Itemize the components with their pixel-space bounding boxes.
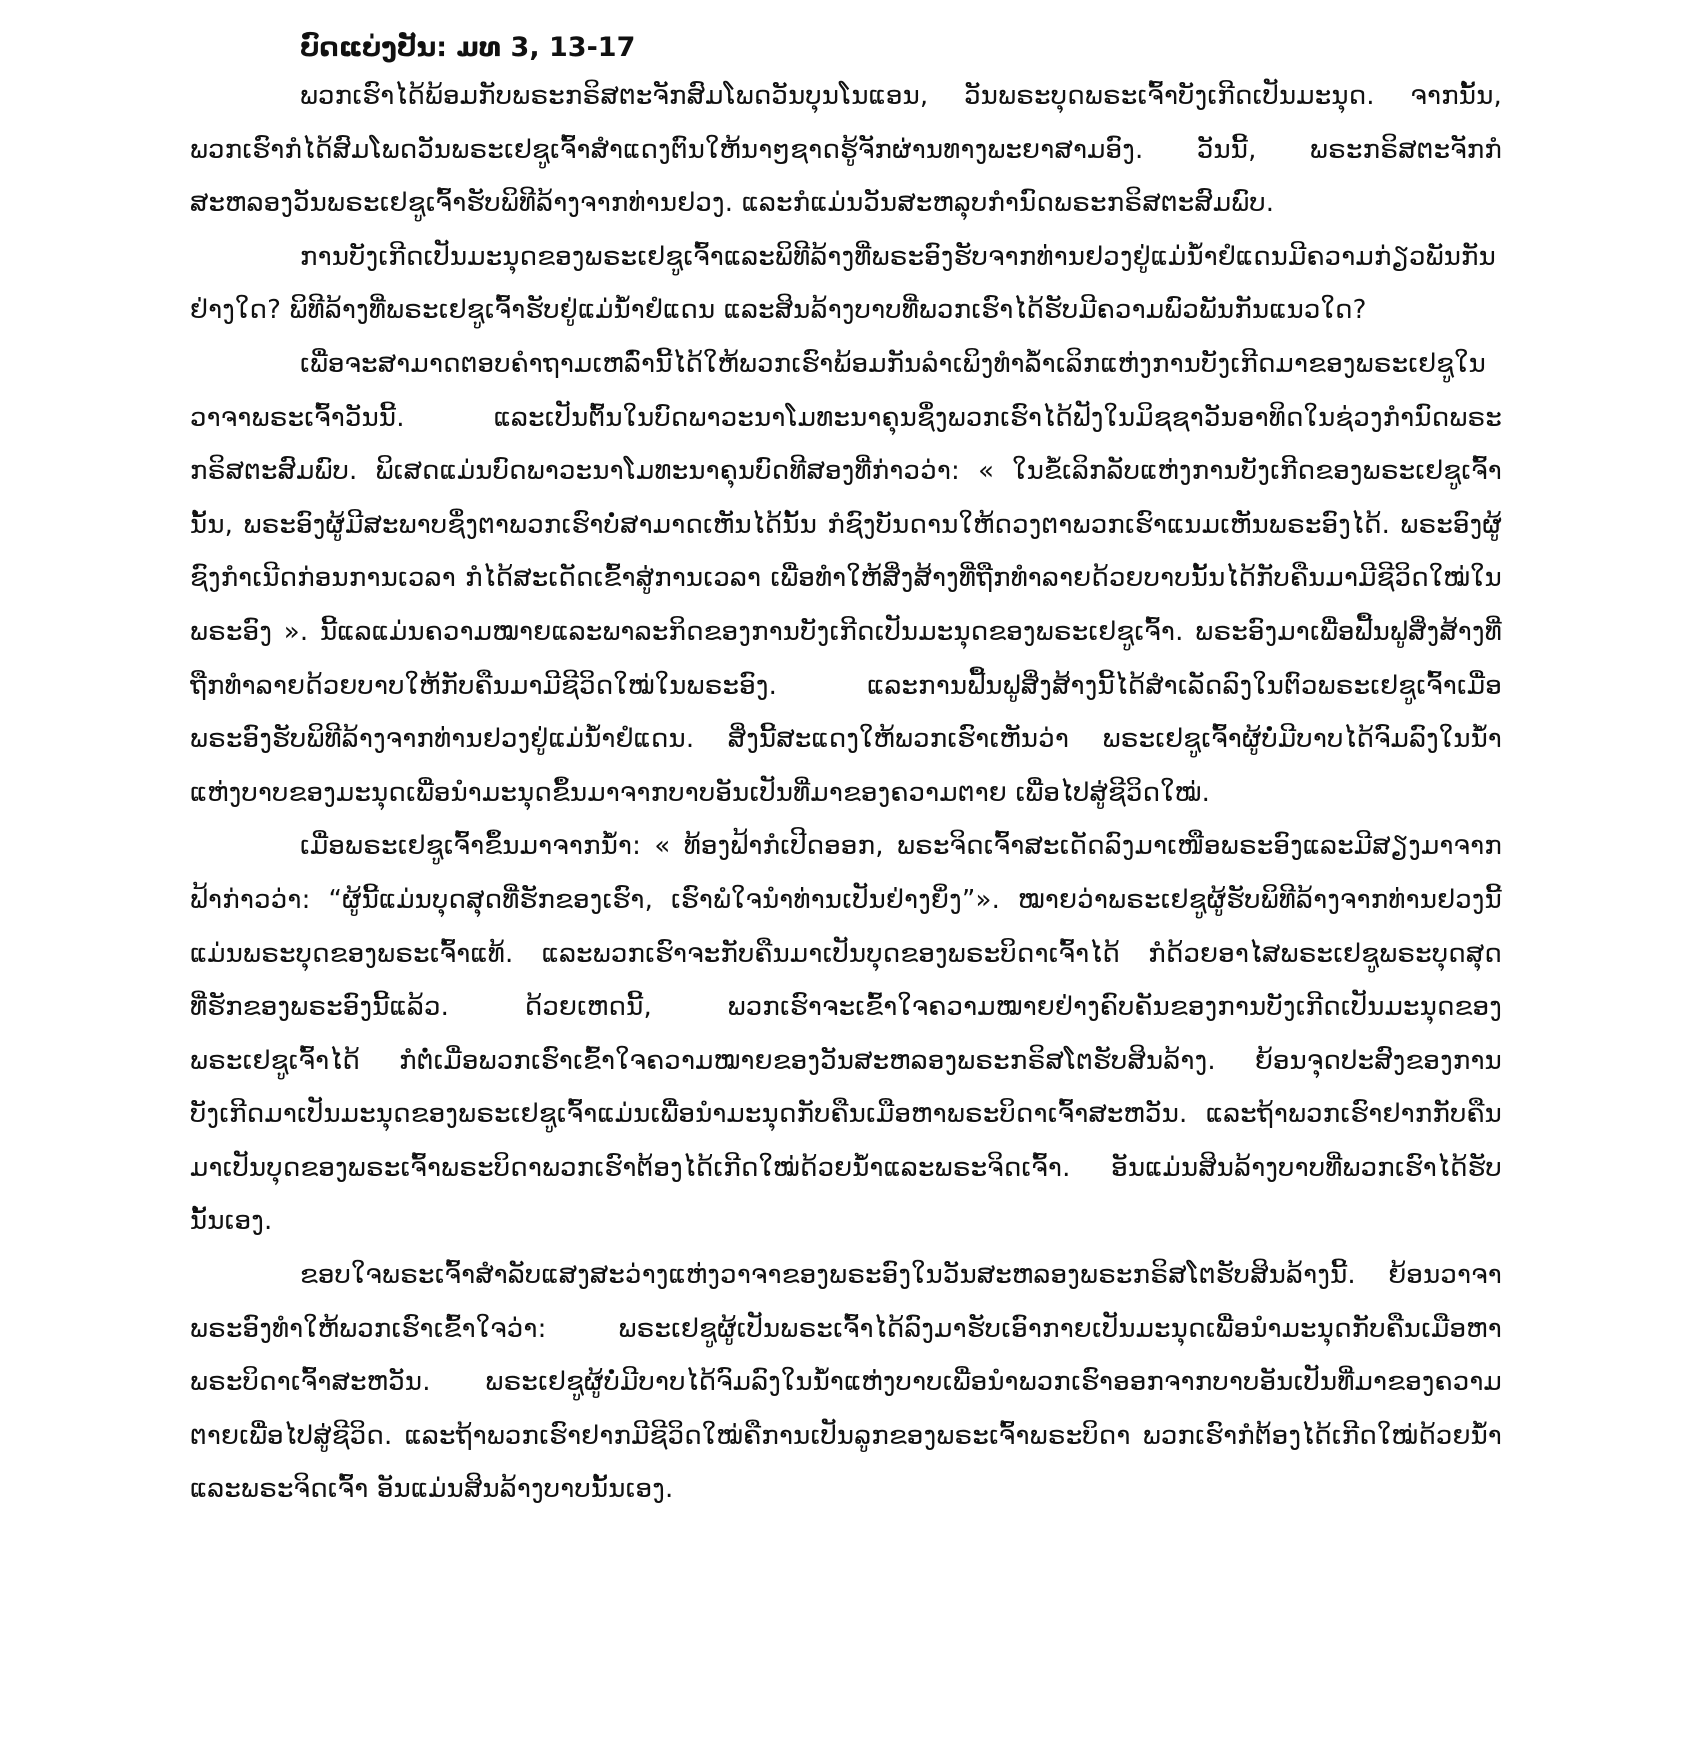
paragraph: ການບັງເກີດເປັນມະນຸດຂອງພຣະເຢຊູເຈົ້າແລະພິທີລ້າງທີ່ພຣະອົງຮັບຈາກທ່ານຢວງຢູ່ແມ່ນ້ຳຢໍແດນມີຄວາມກ່ຽວພັນກັນຢ່າງໃດ? ພິທີລ້າງທີ່ພຣະເຢຊູເຈົ້າຮັບຢູ່ແມ່ນ້ຳຢໍແດນ ແລະສິນລ້າງບາບທີ່ພວກເຮົາໄດ້ຮັບມີຄວາມພົວພັນກັນແນວໃດ? (190, 241, 1497, 326)
paragraph: ເພື່ອຈະສາມາດຕອບຄຳຖາມເຫລົ່ານີ້ໄດ້ໃຫ້ພວກເຮົາພ້ອມກັນລຳເພິງທຳລ້ຳເລິກແຫ່ງການບັງເກີດມາຂອງພຣະເຢຊູໃນວາຈາພຣະເຈົ້າວັນນີ້. ແລະເປັນຕົ້ນໃນບົດພາວະນາໂມທະນາຄຸນຊຶ່ງພວກເຮົາໄດ້ຟັງໃນມິຊຊາວັນອາທິດໃນຊ່ວງກຳນົດພຣະກຣິສຕະສົມພົບ. ພິເສດແມ່ນບົດພາວະນາໂມທະນາຄຸນບົດທີສອງທີ່ກ່າວວ່າ: « ໃນຂໍ້ເລິກລັບແຫ່ງການບັງເກີດຂອງພຣະເຢຊູເຈົ້ານັ້ນ, ພຣະອົງຜູ້ມີສະພາບຊຶ່ງຕາພວກເຮົາບໍ່ສາມາດເຫັນໄດ້ນັ້ນ ກໍຊົງບັນດານໃຫ້ດວງຕາພວກເຮົາແນມເຫັນພຣະອົງໄດ້. ພຣະອົງຜູ້ຊົງກຳເນີດກ່ອນການເວລາ ກໍໄດ້ສະເດັດເຂົ້າສູ່ການເວລາ ເພື່ອທຳໃຫ້ສິ່ງສ້າງທີ່ຖືກທຳລາຍດ້ວຍບາບນັ້ນໄດ້ກັບຄືນມາມີຊີວິດໃໝ່ໃນພຣະອົງ ». ນີ້ແລແມ່ນຄວາມໝາຍແລະພາລະກິດຂອງການບັງເກີດເປັນມະນຸດຂອງພຣະເຢຊູເຈົ້າ. ພຣະອົງມາເພື່ອຟື້ນຟູສິ່ງສ້າງທີ່ຖືກທຳລາຍດ້ວຍບາບໃຫ້ກັບຄືນມາມີຊີວິດໃໝ່ໃນພຣະອົງ. ແລະການຟື້ນຟູສິ່ງສ້າງນີ້ໄດ້ສຳເລັດລົງໃນຕົວພຣະເຢຊູເຈົ້າເມື່ອພຣະອົງຮັບພິທີລ້າງຈາກທ່ານຢວງຢູ່ແມ່ນ້ຳຢໍແດນ. ສິ່ງນີ້ສະແດງໃຫ້ພວກເຮົາເຫັນວ່າ ພຣະເຢຊູເຈົ້າຜູ້ບໍ່ມີບາບໄດ້ຈົມລົງໃນນ້ຳແຫ່ງບາບຂອງມະນຸດເພື່ອນຳມະນຸດຂຶ້ນມາຈາກບາບອັນເປັນທີ່ມາຂອງຄວາມຕາຍ ເພື່ອໄປສູ່ຊີວິດໃໝ່. (190, 348, 1502, 808)
paragraph: ພວກເຮົາໄດ້ພ້ອມກັບພຣະກຣິສຕະຈັກສົມໂພດວັນບຸນໂນແອນ, ວັນພຣະບຸດພຣະເຈົ້າບັງເກີດເປັນມະນຸດ. ຈາກນັ້ນ, ພວກເຮົາກໍໄດ້ສົມໂພດວັນພຣະເຢຊູເຈົ້າສຳແດງຕົນໃຫ້ນາໆຊາດຮູ້ຈັກຜ່ານທາງພະຍາສາມອົງ. ວັນນີ້, ພຣະກຣິສຕະຈັກກໍສະຫລອງວັນພຣະເຢຊູເຈົ້າຮັບພິທີລ້າງຈາກທ່ານຢວງ. ແລະກໍແມ່ນວັນສະຫລຸບກຳນົດພຣະກຣິສຕະສົມພົບ. (190, 81, 1502, 219)
document-heading: ບົດແບ່ງປັນ: ມທ 3, 13-17 (300, 32, 636, 63)
paragraph: ຂອບໃຈພຣະເຈົ້າສຳລັບແສງສະວ່າງແຫ່ງວາຈາຂອງພຣະອົງໃນວັນສະຫລອງພຣະກຣິສໂຕຮັບສິນລ້າງນີ້. ຍ້ອນວາຈາພຣະອົງທຳໃຫ້ພວກເຮົາເຂົ້າໃຈວ່າ: ພຣະເຢຊູຜູ້ເປັນພຣະເຈົ້າໄດ້ລົງມາຮັບເອົາກາຍເປັນມະນຸດເພື່ອນຳມະນຸດກັບຄືນເມືອຫາພຣະບິດາເຈົ້າສະຫວັນ. ພຣະເຢຊູຜູ້ບໍ່ມີບາບໄດ້ຈົມລົງໃນນ້ຳແຫ່ງບາບເພື່ອນຳພວກເຮົາອອກຈາກບາບອັນເປັນທີ່ມາຂອງຄວາມຕາຍເພື່ອໄປສູ່ຊີວິດ. ແລະຖ້າພວກເຮົາຢາກມີຊີວິດໃໝ່ຄືການເປັນລູກຂອງພຣະເຈົ້າພຣະບິດາ ພວກເຮົາກໍຕ້ອງໄດ້ເກີດໃໝ່ດ້ວຍນ້ຳແລະພຣະຈິດເຈົ້າ ອັນແມ່ນສິນລ້າງບາບນັ້ນເອງ. (190, 1260, 1502, 1505)
document-page (190, 26, 1502, 1726)
paragraph: ເມື່ອພຣະເຢຊູເຈົ້າຂຶ້ນມາຈາກນ້ຳ: « ທ້ອງຟ້າກໍເປີດອອກ, ພຣະຈິດເຈົ້າສະເດັດລົງມາເໜືອພຣະອົງແລະມີສຽງມາຈາກຟ້າກ່າວວ່າ: “ຜູ້ນີ້ແມ່ນບຸດສຸດທີ່ຮັກຂອງເຮົາ, ເຮົາພໍໃຈນຳທ່ານເປັນຢ່າງຍິ່ງ”». ໝາຍວ່າພຣະເຢຊູຜູ້ຮັບພິທີລ້າງຈາກທ່ານຢວງນີ້ແມ່ນພຣະບຸດຂອງພຣະເຈົ້າແທ້. ແລະພວກເຮົາຈະກັບຄືນມາເປັນບຸດຂອງພຣະບິດາເຈົ້າໄດ້ ກໍດ້ວຍອາໄສພຣະເຢຊູພຣະບຸດສຸດທີ່ຮັກຂອງພຣະອົງນີ້ແລ້ວ. ດ້ວຍເຫດນີ້, ພວກເຮົາຈະເຂົ້າໃຈຄວາມໝາຍຢ່າງຄົບຄັນຂອງການບັງເກີດເປັນມະນຸດຂອງພຣະເຢຊູເຈົ້າໄດ້ ກໍຕໍ່ເມື່ອພວກເຮົາເຂົ້າໃຈຄວາມໝາຍຂອງວັນສະຫລອງພຣະກຣິສໂຕຮັບສິນລ້າງ. ຍ້ອນຈຸດປະສົງຂອງການບັງເກີດມາເປັນມະນຸດຂອງພຣະເຢຊູເຈົ້າແມ່ນເພື່ອນຳມະນຸດກັບຄືນເມືອຫາພຣະບິດາເຈົ້າສະຫວັນ. ແລະຖ້າພວກເຮົາຢາກກັບຄືນມາເປັນບຸດຂອງພຣະເຈົ້າພຣະບິດາພວກເຮົາຕ້ອງໄດ້ເກີດໃໝ່ດ້ວຍນ້ຳແລະພຣະຈິດເຈົ້າ. ອັນແມ່ນສິນລ້າງບາບທີ່ພວກເຮົາໄດ້ຮັບນັ້ນເອງ. (190, 831, 1502, 1237)
